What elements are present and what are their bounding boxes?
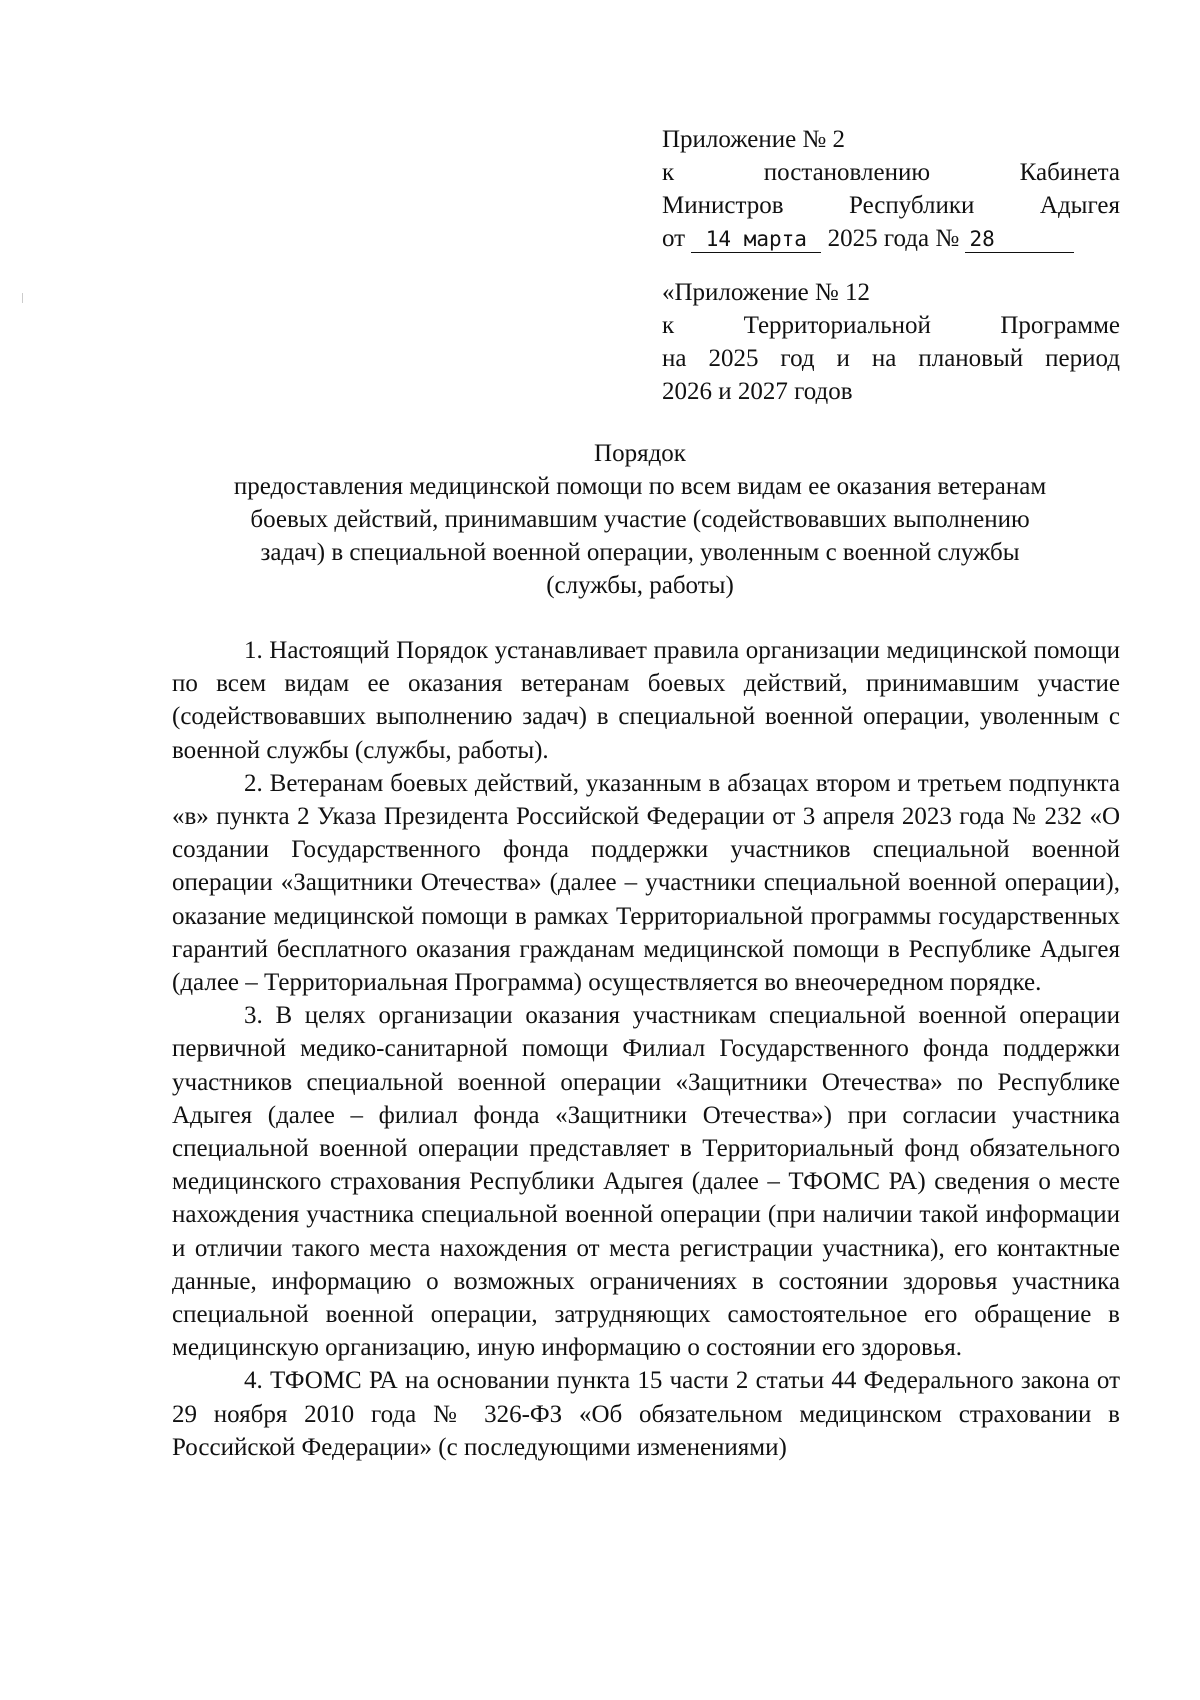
appendix-12-reference: к Территориальной Программе: [662, 312, 1120, 339]
title-line-3: боевых действий, принимавшим участие (содействовавших выполнению: [250, 506, 1030, 533]
paragraph-1: 1. Настоящий Порядок устанавливает правила организации медицинской помощи по всем видам ее оказания ветеранам боевых действий, принимавшим участие (содействовавших выполнению задач) в специальной военной операции, уволенным с военной службы (службы, работы).: [172, 637, 1120, 764]
paragraph-2: 2. Ветеранам боевых действий, указанным в абзацах втором и третьем подпункта «в» пункта 2 Указа Президента Российской Федерации от 3 апреля 2023 года № 232 «О создании Государственного фонда поддержки участников специальной военной операции «Защитники Отечества» (далее – участники специальной военной операции), оказание медицинской помощи в рамках Территориальной программы государственных гарантий бесплатного оказания гражданам медицинской помощи в Республике Адыгея (далее – Территориальная Программа) осуществляется во внеочередном порядке.: [172, 769, 1120, 997]
appendix-2-issuer: Министров Республики Адыгея: [662, 192, 1120, 219]
title-line-2: предоставления медицинской помощи по всем видам ее оказания ветеранам: [233, 473, 1047, 500]
appendix-12-header: [662, 276, 1120, 408]
title-line-1: Порядок: [594, 440, 686, 467]
appendix-12-title: «Приложение № 12: [662, 279, 871, 306]
appendix-2-header: [662, 123, 1120, 255]
year-text: 2025 года №: [827, 225, 960, 252]
title-line-4: задач) в специальной военной операции, уволенным с военной службы: [260, 539, 1020, 566]
appendix-12-period: на 2025 год и на плановый период: [662, 345, 1120, 372]
paragraph-3: 3. В целях организации оказания участникам специальной военной операции первичной медико-санитарной помощи Филиал Государственного фонда поддержки участников специальной военной операции «Защитники Отечества» по Республике Адыгея (далее – филиал фонда «Защитники Отечества») при согласии участника специальной военной операции представляет в Территориальный фонд обязательного медицинского страхования Республики Адыгея (далее – ТФОМС РА) сведения о месте нахождения участника специальной военной операции (при наличии такой информации и отличии такого места нахождения от места регистрации участника), его контактные данные, информацию о возможных ограничениях в состоянии здоровья участника специальной военной операции, затрудняющих самостоятельное его обращение в медицинскую организацию, иную информацию о состоянии его здоровья.: [172, 1002, 1120, 1362]
paragraph-4: 4. ТФОМС РА на основании пункта 15 части 2 статьи 44 Федерального закона от 29 ноября 2010 года № 326-ФЗ «Об обязательном медицинском страховании в Российской Федерации» (с последующими изменениями): [172, 1367, 1120, 1461]
title-line-5: (службы, работы): [546, 572, 734, 599]
document-title: [160, 437, 1120, 602]
document-body: [172, 634, 1120, 1464]
scan-artifact-mark: [22, 293, 23, 303]
document-number-field: 28: [965, 226, 1074, 253]
appendix-2-reference: к постановлению Кабинета: [662, 159, 1120, 186]
date-field: 14 марта: [691, 226, 821, 253]
appendix-12-years: 2026 и 2027 годов: [662, 378, 853, 405]
appendix-2-date-line: [662, 222, 1120, 255]
date-prefix: от: [662, 225, 686, 252]
appendix-2-title: Приложение № 2: [662, 126, 846, 153]
